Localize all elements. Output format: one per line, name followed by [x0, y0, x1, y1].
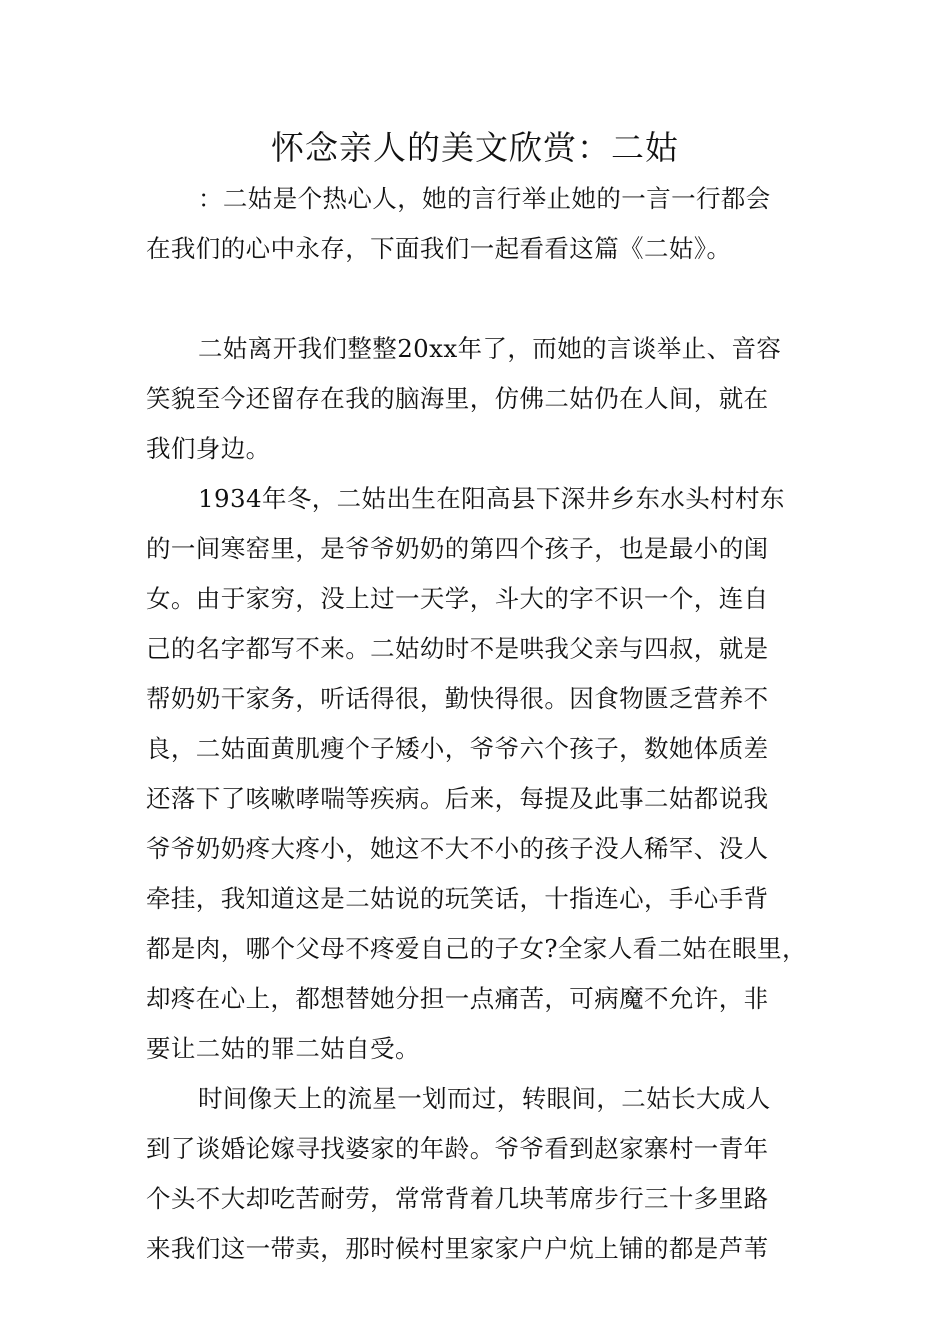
text-line: 帮奶奶干家务，听话得很，勤快得很。因食物匮乏营养不 [146, 684, 769, 713]
text-line: 己的名字都写不来。二姑幼时不是哄我父亲与四叔，就是 [146, 634, 769, 663]
text-line: 我们身边。 [146, 434, 271, 463]
text-line: 女。由于家穷，没上过一天学，斗大的字不识一个，连自 [146, 584, 769, 613]
text-line: 都是肉，哪个父母不疼爱自己的子女?全家人看二姑在眼里， [146, 934, 807, 963]
text-line: 牵挂，我知道这是二姑说的玩笑话，十指连心，手心手背 [146, 884, 769, 913]
text-line: 要让二姑的罪二姑自受。 [146, 1034, 420, 1063]
article-body [146, 174, 821, 1274]
paragraph-intro [146, 174, 821, 274]
text-line: 笑貌至今还留存在我的脑海里，仿佛二姑仍在人间，就在 [146, 384, 769, 413]
text-line: ：二姑是个热心人，她的言行举止她的一言一行都会 [198, 184, 771, 213]
paragraph-4 [146, 1074, 821, 1274]
text-line: 到了谈婚论嫁寻找婆家的年龄。爷爷看到赵家寨村一青年 [146, 1134, 769, 1163]
text-line: 个头不大却吃苦耐劳，常常背着几块苇席步行三十多里路 [146, 1184, 769, 1213]
text-line: 的一间寒窑里，是爷爷奶奶的第四个孩子，也是最小的闺 [146, 534, 769, 563]
paragraph-3 [146, 474, 821, 1074]
text-line: 时间像天上的流星一划而过，转眼间，二姑长大成人 [198, 1084, 771, 1113]
document-title: 怀念亲人的美文欣赏：二姑 [271, 128, 679, 167]
text-line: 良，二姑面黄肌瘦个子矮小，爷爷六个孩子，数她体质差 [146, 734, 769, 763]
text-line: 在我们的心中永存，下面我们一起看看这篇《二姑》。 [146, 234, 732, 263]
paragraph-2 [146, 324, 821, 474]
text-line: 却疼在心上，都想替她分担一点痛苦，可病魔不允许，非 [146, 984, 769, 1013]
text-line: 来我们这一带卖，那时候村里家家户户炕上铺的都是芦苇 [146, 1234, 769, 1263]
text-line: 二姑离开我们整整20xx年了，而她的言谈举止、音容 [198, 334, 782, 363]
text-line: 1934年冬，二姑出生在阳高县下深井乡东水头村村东 [198, 484, 785, 513]
text-line: 还落下了咳嗽哮喘等疾病。后来，每提及此事二姑都说我 [146, 784, 769, 813]
text-line: 爷爷奶奶疼大疼小，她这不大不小的孩子没人稀罕、没人 [146, 834, 769, 863]
